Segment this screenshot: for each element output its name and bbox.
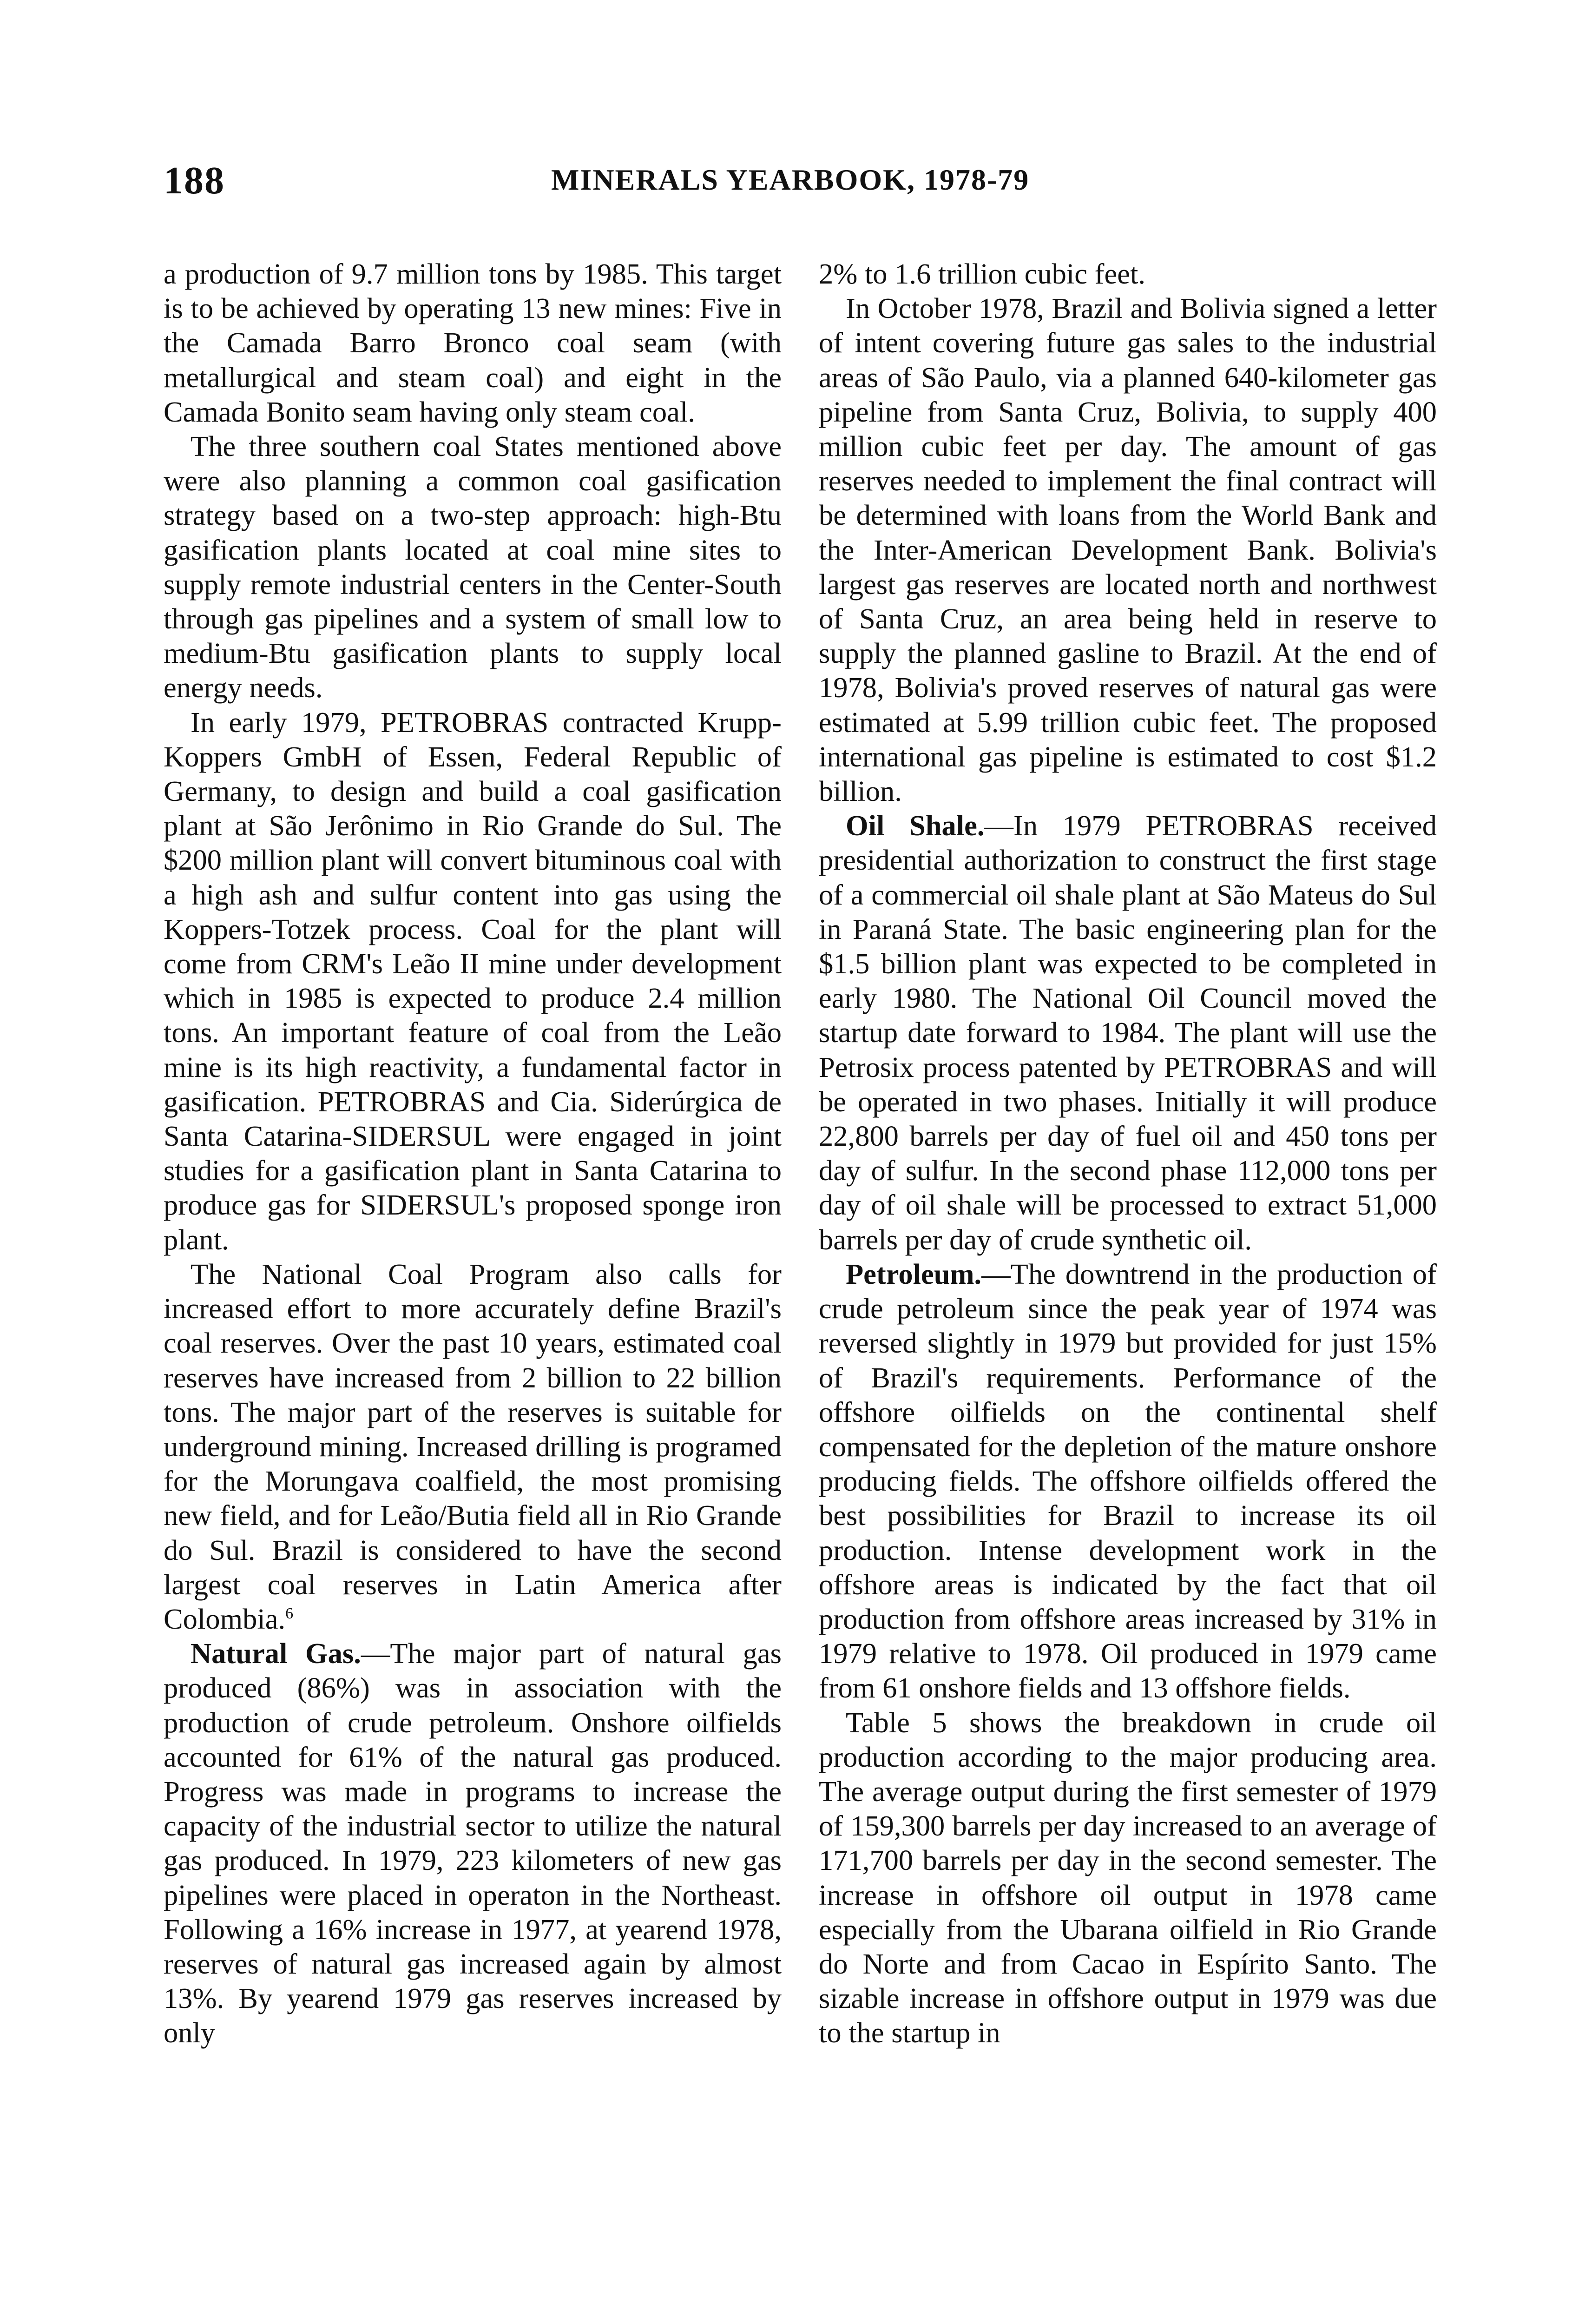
paragraph: 2% to 1.6 trillion cubic feet.: [819, 257, 1145, 290]
paragraph-text: The National Coal Program also calls for increased effort to more accurately define Brazil's coal reserves. Over the past 10 years, estimated coal reserves have increased from 2 billion to 22 billion tons. The major part of the reserves is suitable for underground mining. Increased drilling is programed for the Morungava coalfield, the most promising new field, and for Leão/Butia field all in Rio Grande do Sul. Brazil is considered to have the second largest coal reserves in Latin America after Colombia.: [164, 1257, 782, 1635]
section-paragraph-oil-shale: [819, 808, 1437, 1257]
running-title: MINERALS YEARBOOK, 1978-79: [551, 163, 1030, 196]
paragraph: In October 1978, Brazil and Bolivia signed a letter of intent covering future gas sales to the industrial areas of São Paulo, via a planned 640-kilometer gas pipeline from Santa Cruz, Bolivia, to supply 400 million cubic feet per day. The amount of gas reserves needed to implement the final contract will be determined with loans from the World Bank and the Inter-American Development Bank. Bolivia's largest gas reserves are located north and northwest of Santa Cruz, an area being held in reserve to supply the planned gasline to Brazil. At the end of 1978, Bolivia's proved reserves of natural gas were estimated at 5.99 trillion cubic feet. The proposed international gas pipeline is estimated to cost $1.2 billion.: [819, 292, 1437, 808]
section-heading-oil-shale: Oil Shale.: [846, 809, 985, 842]
paragraph-text: —The major part of natural gas produced (86%) was in association with the production of crude petroleum. Onshore oilfields accounted for 61% of the natural gas produced. Progress was made in programs to increase the capacity of the industrial sector to utilize the natural gas produced. In 1979, 223 kilometers of new gas pipelines were placed in operaton in the Northeast. Following a 16% increase in 1977, at yearend 1978, reserves of natural gas increased again by almost 13%. By yearend 1979 gas reserves increased by only: [164, 1637, 782, 2049]
paragraph: a production of 9.7 million tons by 1985. This target is to be achieved by operating 13 new mines: Five in the Camada Barro Bronco coal seam (with metallurgical and steam coal) and eight in the Camada Bonito seam having only steam coal.: [164, 257, 782, 428]
paragraph-text: —The downtrend in the production of crude petroleum since the peak year of 1974 was reversed slightly in 1979 but provided for just 15% of Brazil's requirements. Performance of the offshore oilfields on the continental shelf compensated for the depletion of the mature onshore producing fields. The offshore oilfields offered the best possibilities for Brazil to increase its oil production. Intense development work in the offshore areas is indicated by the fact that oil production from offshore areas increased by 31% in 1979 relative to 1978. Oil produced in 1979 came from 61 onshore fields and 13 offshore fields.: [819, 1257, 1437, 1704]
paragraph: The three southern coal States mentioned above were also planning a common coal gasification strategy based on a two-step approach: high-Btu gasification plants located at coal mine sites to supply remote industrial centers in the Center-South through gas pipelines and a system of small low to medium-Btu gasification plants to supply local energy needs.: [164, 430, 782, 704]
paragraph: In early 1979, PETROBRAS contracted Krupp-Koppers GmbH of Essen, Federal Republic of Germany, to design and build a coal gasification plant at São Jerônimo in Rio Grande do Sul. The $200 million plant will convert bituminous coal with a high ash and sulfur content into gas using the Koppers-Totzek process. Coal for the plant will come from CRM's Leão II mine under development which in 1985 is expected to produce 2.4 million tons. An important feature of coal from the Leão mine is its high reactivity, a fundamental factor in gasification. PETROBRAS and Cia. Siderúrgica de Santa Catarina-SIDERSUL were engaged in joint studies for a gasification plant in Santa Catarina to produce gas for SIDERSUL's proposed sponge iron plant.: [164, 706, 782, 1256]
paragraph: Table 5 shows the breakdown in crude oil production according to the major producing area. The average output during the first semester of 1979 of 159,300 barrels per day increased to an average of 171,700 barrels per day in the second semester. The increase in offshore oil output in 1978 came especially from the Ubarana oilfield in Rio Grande do Norte and from Cacao in Espírito Santo. The sizable increase in offshore output in 1979 was due to the startup in: [819, 1706, 1437, 2049]
running-head: [164, 158, 1432, 209]
paragraph-text: —In 1979 PETROBRAS received presidential authorization to construct the first stage of a commercial oil shale plant at São Mateus do Sul in Paraná State. The basic engineering plan for the $1.5 billion plant was expected to be completed in early 1980. The National Oil Council moved the startup date forward to 1984. The plant will use the Petrosix process patented by PETROBRAS and will be operated in two phases. Initially it will produce 22,800 barrels per day of fuel oil and 450 tons per day of sulfur. In the second phase 112,000 tons per day of oil shale will be processed to extract 51,000 barrels per day of crude synthetic oil.: [819, 809, 1437, 1256]
paragraph: [164, 1257, 782, 1636]
section-paragraph-natural-gas: [164, 1636, 782, 2050]
left-column: [164, 257, 782, 2050]
footnote-marker: 6: [285, 1605, 294, 1623]
section-paragraph-petroleum: [819, 1257, 1437, 1705]
section-heading-petroleum: Petroleum.: [846, 1257, 982, 1290]
section-heading-natural-gas: Natural Gas.: [191, 1637, 361, 1670]
right-column: [819, 257, 1437, 2050]
page-number: 188: [164, 159, 225, 202]
